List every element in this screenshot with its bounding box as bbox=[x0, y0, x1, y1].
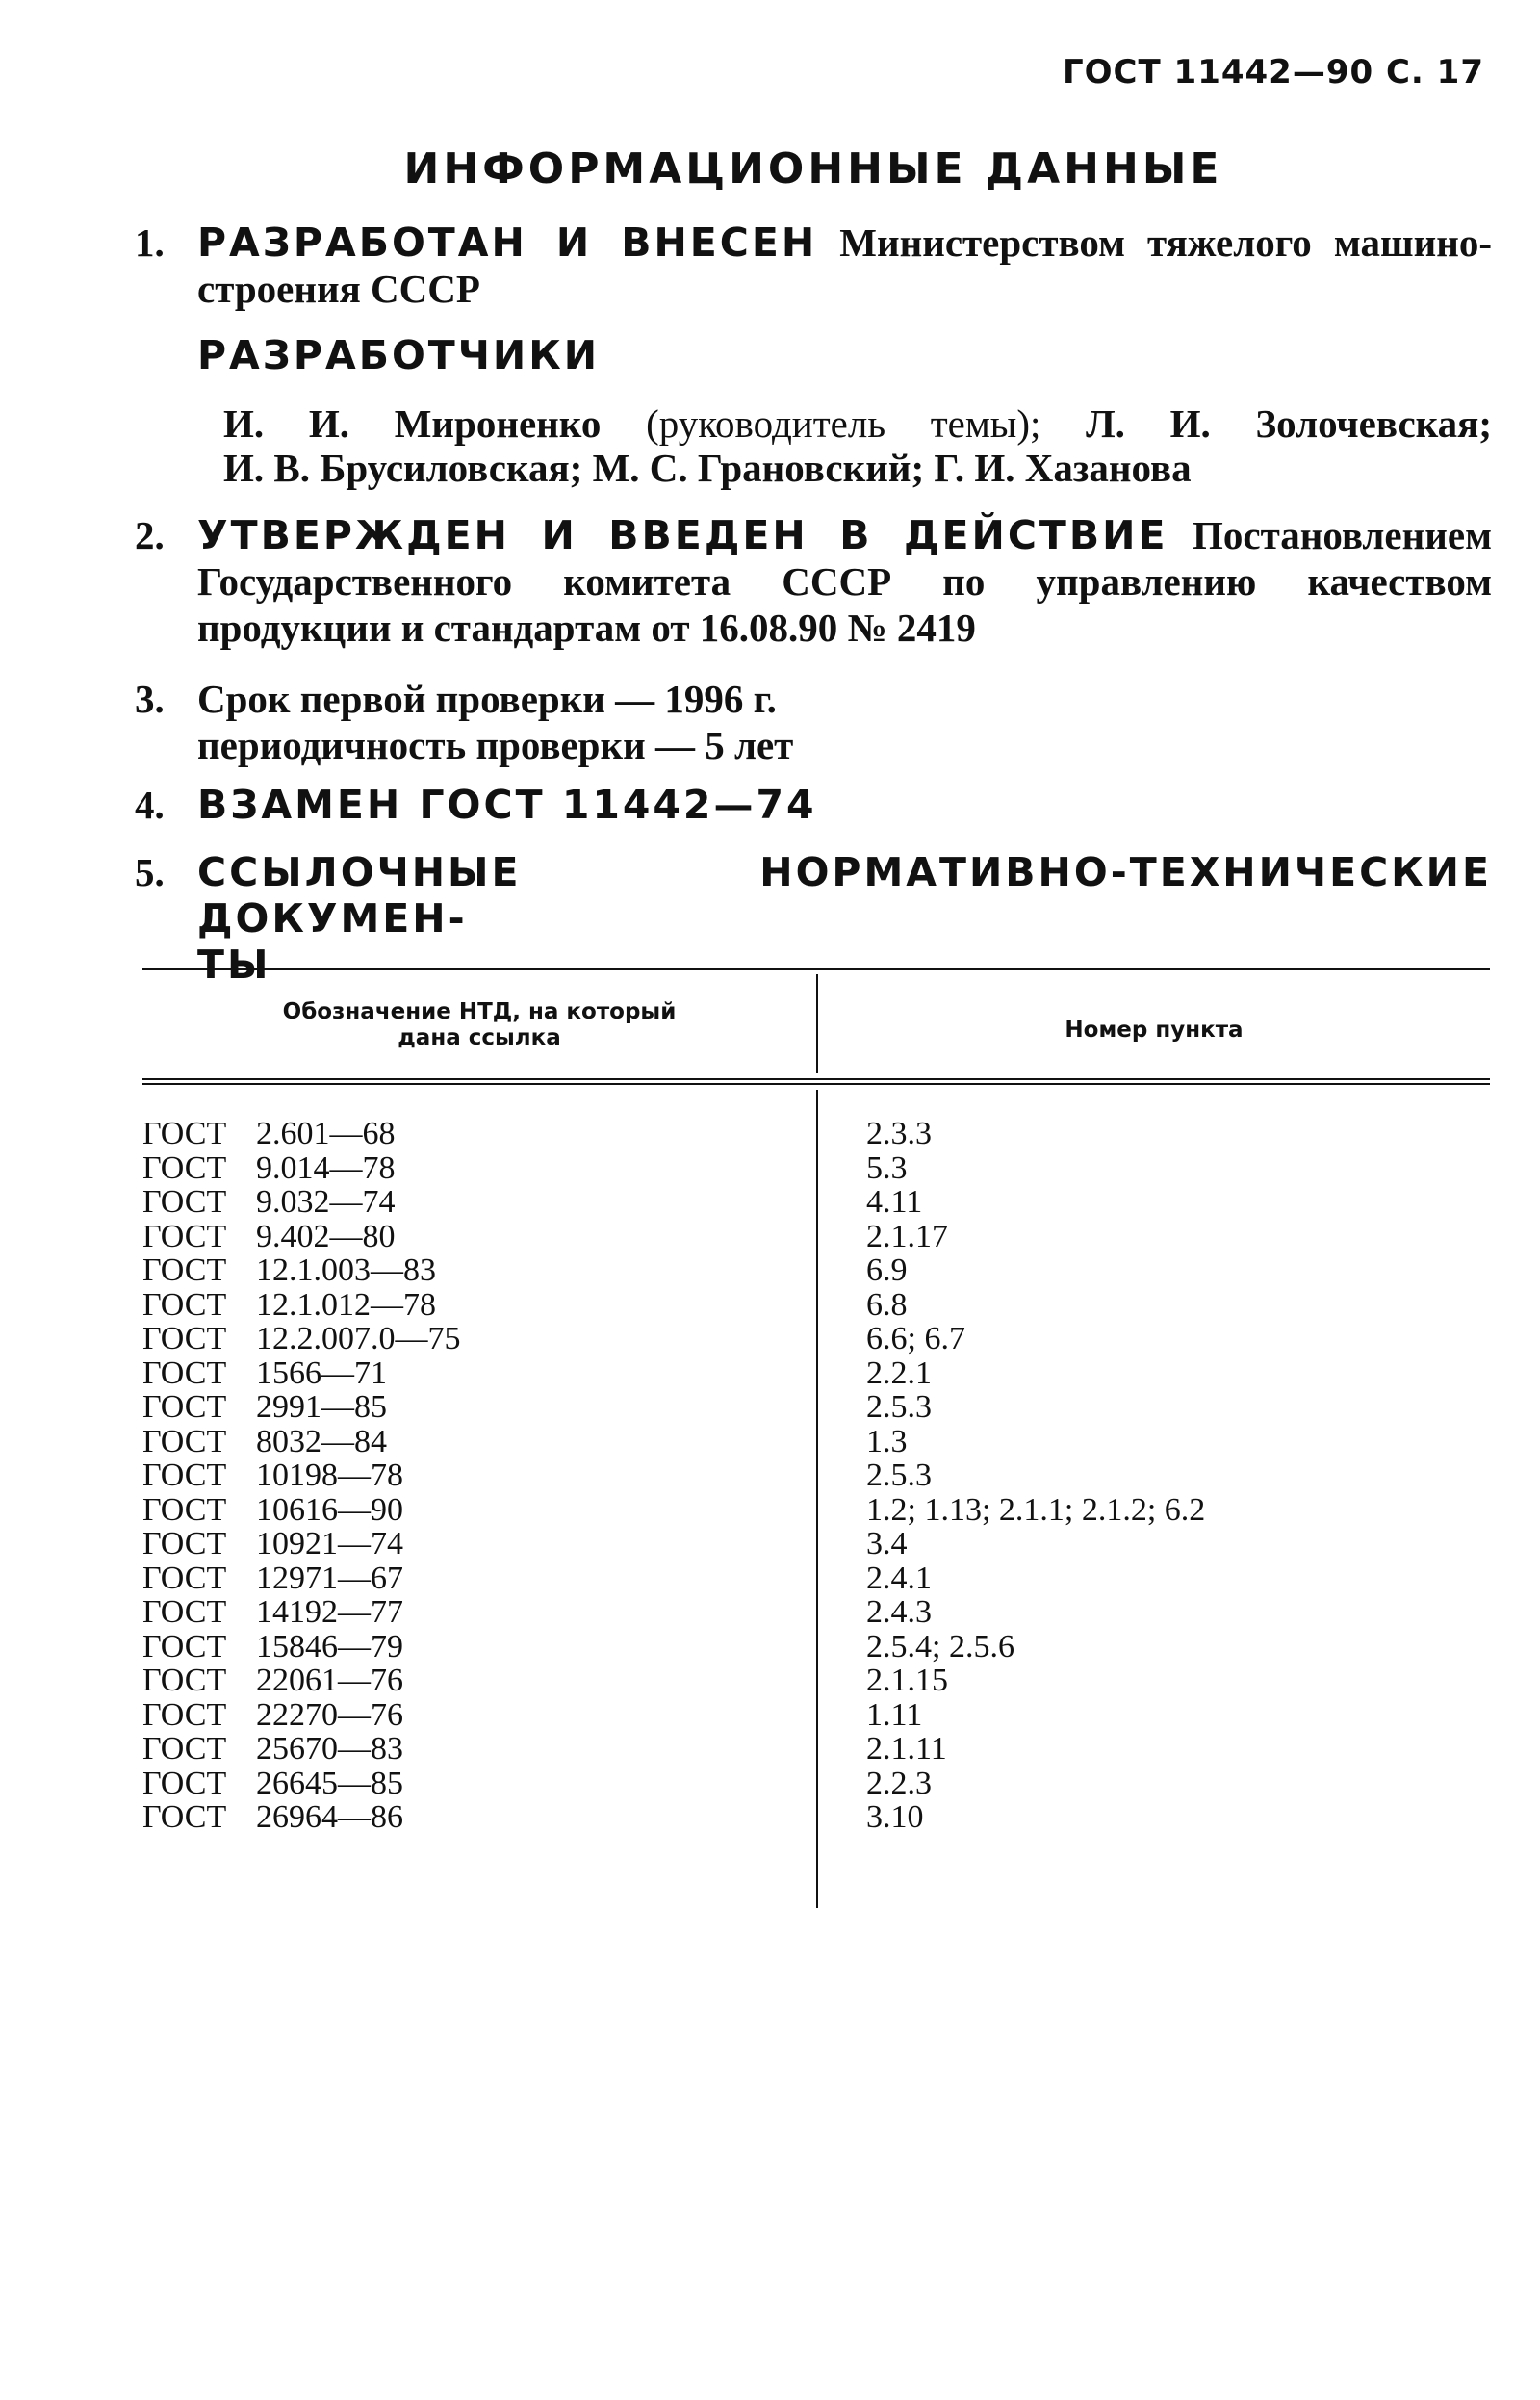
info-item-1 bbox=[135, 219, 1492, 312]
doc-number: 12971—67 bbox=[256, 1560, 403, 1596]
doc-number: 10616—90 bbox=[256, 1491, 403, 1528]
item-text: строения СССР bbox=[197, 267, 480, 311]
doc-type: ГОСТ bbox=[142, 1389, 227, 1425]
item-text: продукции и стандартам от 16.08.90 № 2419 bbox=[197, 606, 976, 650]
doc-type: ГОСТ bbox=[142, 1765, 227, 1801]
item-heading: ТЫ bbox=[197, 942, 271, 988]
developer-name: И. И. Мироненко bbox=[223, 401, 602, 446]
item-text: Постановлением bbox=[1193, 513, 1493, 557]
clause-reference: 4.11 bbox=[866, 1184, 923, 1220]
doc-number: 12.1.012—78 bbox=[256, 1286, 436, 1323]
table-row bbox=[142, 1185, 807, 1220]
doc-number: 14192—77 bbox=[256, 1594, 403, 1630]
clause-reference: 3.10 bbox=[866, 1799, 924, 1835]
table-top-rule bbox=[142, 968, 1490, 970]
doc-number: 12.1.003—83 bbox=[256, 1252, 436, 1288]
doc-type: ГОСТ bbox=[142, 1731, 227, 1767]
doc-number: 22061—76 bbox=[256, 1663, 403, 1698]
developer-names: И. В. Брусиловская; М. С. Грановский; Г. И. Хазанова bbox=[223, 446, 1192, 490]
item-heading: УТВЕРЖДЕН И ВВЕДЕН В ДЕЙСТВИЕ bbox=[197, 512, 1168, 558]
clause-reference: 3.4 bbox=[866, 1526, 908, 1561]
developers-heading: РАЗРАБОТЧИКИ bbox=[197, 332, 601, 378]
doc-type: ГОСТ bbox=[142, 1663, 227, 1698]
doc-type: ГОСТ bbox=[142, 1149, 227, 1186]
doc-type: ГОСТ bbox=[142, 1799, 227, 1835]
clause-reference: 1.11 bbox=[866, 1696, 923, 1733]
doc-number: 26645—85 bbox=[256, 1765, 403, 1801]
doc-number: 9.014—78 bbox=[256, 1149, 396, 1186]
doc-type: ГОСТ bbox=[142, 1218, 227, 1254]
item-text: Государственного комитета СССР по управлению качеством bbox=[197, 559, 1492, 604]
doc-type: ГОСТ bbox=[142, 1628, 227, 1665]
table-column-designation bbox=[142, 1117, 807, 1835]
table-header-rule bbox=[142, 1078, 1490, 1085]
item-text: Срок первой проверки — 1996 г. bbox=[197, 677, 777, 721]
clause-reference: 6.9 bbox=[866, 1252, 908, 1288]
table-row bbox=[142, 1322, 807, 1356]
table-row bbox=[142, 1630, 807, 1665]
table-row bbox=[142, 1595, 807, 1630]
table-row bbox=[142, 1220, 807, 1254]
doc-type: ГОСТ bbox=[142, 1355, 227, 1391]
table-row bbox=[142, 1288, 807, 1323]
table-row bbox=[142, 1732, 807, 1767]
table-row bbox=[142, 1561, 807, 1596]
doc-number: 2991—85 bbox=[256, 1389, 387, 1425]
info-item-4 bbox=[135, 782, 1492, 828]
clause-reference: 2.5.4; 2.5.6 bbox=[866, 1628, 1014, 1665]
doc-number: 10921—74 bbox=[256, 1526, 403, 1561]
clause-reference: 5.3 bbox=[866, 1149, 908, 1186]
clause-reference: 6.8 bbox=[866, 1286, 908, 1323]
clause-reference: 1.2; 1.13; 2.1.1; 2.1.2; 6.2 bbox=[866, 1491, 1206, 1528]
doc-number: 9.402—80 bbox=[256, 1218, 396, 1254]
doc-number: 22270—76 bbox=[256, 1696, 403, 1733]
item-number: 2. bbox=[135, 513, 165, 557]
doc-type: ГОСТ bbox=[142, 1458, 227, 1493]
header-line: дана ссылка bbox=[398, 1025, 561, 1050]
table-row bbox=[142, 1390, 807, 1425]
table-row bbox=[142, 1356, 807, 1391]
clause-reference: 2.2.1 bbox=[866, 1355, 932, 1391]
doc-number: 25670—83 bbox=[256, 1731, 403, 1767]
table-row bbox=[142, 1664, 807, 1698]
clause-reference: 2.1.11 bbox=[866, 1731, 947, 1767]
doc-number: 26964—86 bbox=[256, 1799, 403, 1835]
item-number: 4. bbox=[135, 783, 165, 827]
table-column-clause bbox=[866, 1117, 1482, 1835]
doc-number: 2.601—68 bbox=[256, 1116, 396, 1151]
item-number: 1. bbox=[135, 220, 165, 265]
table-row bbox=[142, 1117, 807, 1151]
table-row bbox=[142, 1425, 807, 1459]
table-row bbox=[142, 1698, 807, 1733]
developer-role: (руководитель темы); bbox=[646, 401, 1041, 446]
doc-type: ГОСТ bbox=[142, 1321, 227, 1356]
developer-name: Л. И. Золочевская; bbox=[1086, 401, 1493, 446]
doc-number: 9.032—74 bbox=[256, 1184, 396, 1220]
doc-type: ГОСТ bbox=[142, 1594, 227, 1630]
clause-reference: 2.4.3 bbox=[866, 1594, 932, 1630]
clause-reference: 2.5.3 bbox=[866, 1389, 932, 1425]
table-row bbox=[142, 1458, 807, 1493]
clause-reference: 2.2.3 bbox=[866, 1765, 932, 1801]
doc-type: ГОСТ bbox=[142, 1526, 227, 1561]
item-heading: ВЗАМЕН ГОСТ 11442—74 bbox=[197, 782, 817, 828]
item-heading: РАЗРАБОТАН И ВНЕСЕН bbox=[197, 219, 818, 266]
clause-reference: 2.4.1 bbox=[866, 1560, 932, 1596]
doc-type: ГОСТ bbox=[142, 1252, 227, 1288]
clause-reference: 1.3 bbox=[866, 1423, 908, 1459]
clause-reference: 2.1.15 bbox=[866, 1663, 948, 1698]
table-row bbox=[142, 1527, 807, 1561]
table-column-divider bbox=[816, 1090, 818, 1908]
doc-number: 8032—84 bbox=[256, 1423, 387, 1459]
header-line: Обозначение НТД, на который bbox=[282, 999, 677, 1024]
clause-reference: 6.6; 6.7 bbox=[866, 1321, 965, 1356]
page-title: ИНФОРМАЦИОННЫЕ ДАННЫЕ bbox=[403, 144, 1223, 194]
doc-type: ГОСТ bbox=[142, 1116, 227, 1151]
doc-type: ГОСТ bbox=[142, 1286, 227, 1323]
table-row bbox=[142, 1800, 807, 1835]
table-row bbox=[142, 1253, 807, 1288]
item-text: периодичность проверки — 5 лет bbox=[197, 723, 794, 767]
doc-number: 12.2.007.0—75 bbox=[256, 1321, 461, 1356]
item-text: Министерством тяжелого машино- bbox=[839, 220, 1492, 265]
doc-number: 10198—78 bbox=[256, 1458, 403, 1493]
table-row bbox=[142, 1493, 807, 1528]
item-heading: ССЫЛОЧНЫЕ НОРМАТИВНО-ТЕХНИЧЕСКИЕ ДОКУМЕН- bbox=[197, 849, 1492, 942]
doc-type: ГОСТ bbox=[142, 1184, 227, 1220]
table-header-clause-number: Номер пункта bbox=[1065, 1018, 1244, 1043]
doc-type: ГОСТ bbox=[142, 1423, 227, 1459]
developers-list bbox=[223, 401, 1492, 490]
doc-number: 15846—79 bbox=[256, 1628, 403, 1665]
clause-reference: 2.1.17 bbox=[866, 1218, 948, 1254]
table-header-designation bbox=[142, 999, 816, 1051]
info-item-3 bbox=[135, 676, 1492, 768]
clause-reference: 2.5.3 bbox=[866, 1458, 932, 1493]
doc-number: 1566—71 bbox=[256, 1355, 387, 1391]
doc-type: ГОСТ bbox=[142, 1696, 227, 1733]
info-item-2 bbox=[135, 512, 1492, 651]
item-number: 5. bbox=[135, 850, 165, 894]
clause-reference: 2.3.3 bbox=[866, 1116, 932, 1151]
doc-type: ГОСТ bbox=[142, 1491, 227, 1528]
running-header: ГОСТ 11442—90 С. 17 bbox=[1062, 53, 1484, 91]
table-row bbox=[142, 1151, 807, 1186]
table-row bbox=[142, 1767, 807, 1801]
doc-type: ГОСТ bbox=[142, 1560, 227, 1596]
item-number: 3. bbox=[135, 677, 165, 721]
